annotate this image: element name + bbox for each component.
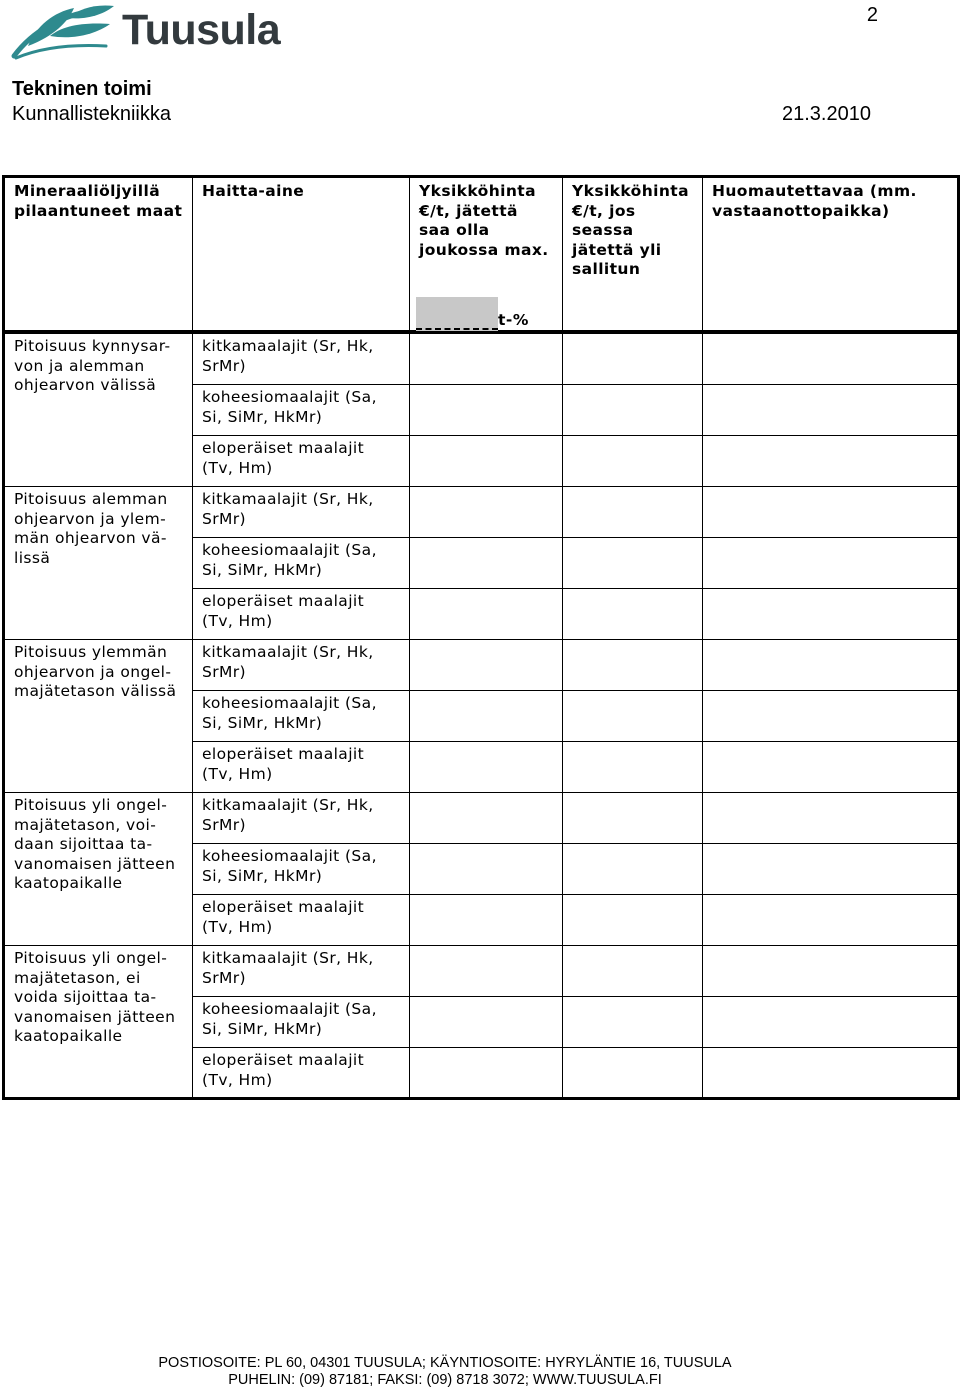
price-over-cell[interactable] xyxy=(563,895,703,946)
department-title: Tekninen toimi xyxy=(12,78,152,100)
soil-type-cell: eloperäiset maalajit (Tv, Hm) xyxy=(193,895,410,946)
remarks-cell[interactable] xyxy=(703,793,959,844)
remarks-cell[interactable] xyxy=(703,640,959,691)
table-row xyxy=(4,334,959,385)
remarks-cell[interactable] xyxy=(703,436,959,487)
unit-title: Kunnallistekniikka xyxy=(12,103,171,125)
soil-type-cell: koheesiomaalajit (Sa, Si, SiMr, HkMr) xyxy=(193,385,410,436)
price-max-cell[interactable] xyxy=(410,793,563,844)
soil-type-cell: eloperäiset maalajit (Tv, Hm) xyxy=(193,1048,410,1099)
concentration-group-label: Pitoisuus kynnysar-von ja alemman ohjearvon välissä xyxy=(4,334,193,487)
remarks-cell[interactable] xyxy=(703,1048,959,1099)
price-table-body xyxy=(2,333,960,1100)
soil-type-cell: koheesiomaalajit (Sa, Si, SiMr, HkMr) xyxy=(193,997,410,1048)
price-over-cell[interactable] xyxy=(563,997,703,1048)
tuusula-leaf-icon xyxy=(10,2,120,60)
price-over-cell[interactable] xyxy=(563,640,703,691)
concentration-group-label: Pitoisuus yli ongel-majätetason, ei voida sijoittaa ta-vanomaisen jätteen kaatopaikalle xyxy=(4,946,193,1099)
price-max-cell[interactable] xyxy=(410,691,563,742)
page-number: 2 xyxy=(866,4,878,26)
price-over-cell[interactable] xyxy=(563,487,703,538)
price-max-cell[interactable] xyxy=(410,538,563,589)
price-max-cell[interactable] xyxy=(410,589,563,640)
price-over-cell[interactable] xyxy=(563,742,703,793)
soil-type-cell: eloperäiset maalajit (Tv, Hm) xyxy=(193,742,410,793)
soil-type-cell: koheesiomaalajit (Sa, Si, SiMr, HkMr) xyxy=(193,538,410,589)
soil-type-cell: koheesiomaalajit (Sa, Si, SiMr, HkMr) xyxy=(193,691,410,742)
table-row xyxy=(4,793,959,844)
price-over-cell[interactable] xyxy=(563,691,703,742)
soil-type-cell: koheesiomaalajit (Sa, Si, SiMr, HkMr) xyxy=(193,844,410,895)
header-cell: Yksikköhinta €/t, jos seassa jätettä yli sallitun xyxy=(563,177,703,332)
footer-contact: PUHELIN: (09) 87181; FAKSI: (09) 8718 3072; WWW.TUUSULA.FI xyxy=(228,1372,662,1388)
price-max-cell[interactable] xyxy=(410,385,563,436)
remarks-cell[interactable] xyxy=(703,334,959,385)
price-max-cell[interactable] xyxy=(410,640,563,691)
price-max-cell[interactable] xyxy=(410,895,563,946)
brand-name: Tuusula xyxy=(122,6,281,54)
table-row xyxy=(4,946,959,997)
header-cell: Yksikköhinta €/t, jätettä saa olla joukossa max. xyxy=(410,177,563,332)
price-over-cell[interactable] xyxy=(563,793,703,844)
concentration-group-label: Pitoisuus alemman ohjearvon ja ylem-män ohjearvon vä-lissä xyxy=(4,487,193,640)
concentration-group-label: Pitoisuus ylemmän ohjearvon ja ongel-majätetason välissä xyxy=(4,640,193,793)
price-over-cell[interactable] xyxy=(563,436,703,487)
price-over-cell[interactable] xyxy=(563,844,703,895)
remarks-cell[interactable] xyxy=(703,997,959,1048)
soil-type-cell: kitkamaalajit (Sr, Hk, SrMr) xyxy=(193,334,410,385)
percent-label: t-% xyxy=(498,311,529,329)
soil-type-cell: kitkamaalajit (Sr, Hk, SrMr) xyxy=(193,946,410,997)
remarks-cell[interactable] xyxy=(703,538,959,589)
price-over-cell[interactable] xyxy=(563,538,703,589)
header-cell: Mineraaliöljyillä pilaantuneet maat xyxy=(4,177,193,332)
soil-type-cell: kitkamaalajit (Sr, Hk, SrMr) xyxy=(193,487,410,538)
price-over-cell[interactable] xyxy=(563,1048,703,1099)
remarks-cell[interactable] xyxy=(703,385,959,436)
remarks-cell[interactable] xyxy=(703,589,959,640)
price-max-cell[interactable] xyxy=(410,844,563,895)
table-row xyxy=(4,487,959,538)
concentration-group-label: Pitoisuus yli ongel-majätetason, voi-daan sijoittaa ta-vanomaisen jätteen kaatopaikalle xyxy=(4,793,193,946)
remarks-cell[interactable] xyxy=(703,946,959,997)
soil-type-cell: eloperäiset maalajit (Tv, Hm) xyxy=(193,589,410,640)
remarks-cell[interactable] xyxy=(703,895,959,946)
table-row xyxy=(4,640,959,691)
soil-type-cell: eloperäiset maalajit (Tv, Hm) xyxy=(193,436,410,487)
remarks-cell[interactable] xyxy=(703,691,959,742)
percent-field[interactable] xyxy=(416,297,566,333)
price-max-cell[interactable] xyxy=(410,997,563,1048)
header-cell: Haitta-aine xyxy=(193,177,410,332)
price-over-cell[interactable] xyxy=(563,589,703,640)
document-date: 21.3.2010 xyxy=(782,103,871,125)
price-max-cell[interactable] xyxy=(410,436,563,487)
price-over-cell[interactable] xyxy=(563,946,703,997)
price-max-cell[interactable] xyxy=(410,946,563,997)
price-max-cell[interactable] xyxy=(410,1048,563,1099)
header-cell: Huomautettavaa (mm. vastaanottopaikka) xyxy=(703,177,959,332)
price-over-cell[interactable] xyxy=(563,385,703,436)
remarks-cell[interactable] xyxy=(703,487,959,538)
price-max-cell[interactable] xyxy=(410,487,563,538)
footer-address: POSTIOSOITE: PL 60, 04301 TUUSULA; KÄYNTIOSOITE: HYRYLÄNTIE 16, TUUSULA xyxy=(158,1355,732,1371)
soil-type-cell: kitkamaalajit (Sr, Hk, SrMr) xyxy=(193,640,410,691)
soil-type-cell: kitkamaalajit (Sr, Hk, SrMr) xyxy=(193,793,410,844)
price-over-cell[interactable] xyxy=(563,334,703,385)
remarks-cell[interactable] xyxy=(703,844,959,895)
price-max-cell[interactable] xyxy=(410,334,563,385)
price-max-cell[interactable] xyxy=(410,742,563,793)
logo xyxy=(10,2,280,60)
remarks-cell[interactable] xyxy=(703,742,959,793)
